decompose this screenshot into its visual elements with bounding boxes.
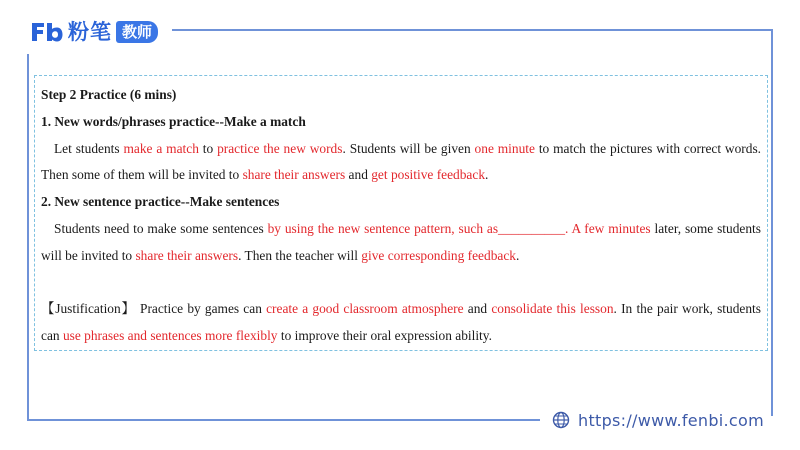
brand-name: 粉笔 [68, 20, 112, 44]
website-url[interactable]: https://www.fenbi.com [578, 410, 765, 430]
highlighted-phrase: make a match [123, 140, 199, 156]
highlighted-phrase: create a good classroom atmosphere [266, 301, 464, 317]
text-run: Let students [54, 140, 124, 156]
paragraph-2 [41, 216, 761, 270]
paragraph-1 [41, 136, 761, 190]
highlighted-phrase: one minute [474, 140, 535, 156]
text-run: . Students will be given [342, 140, 475, 156]
frame-right-line [771, 29, 773, 416]
fb-logo-icon [30, 21, 64, 43]
justification-paragraph [41, 296, 761, 350]
text-run: . [515, 247, 520, 263]
text-run: to match the pictures with correct words. Then some of them will be invited to [41, 140, 762, 183]
text-run: . [485, 167, 489, 183]
fenbi-logo [30, 18, 158, 46]
text-run: . Then the teacher will [238, 247, 362, 263]
highlighted-phrase: use phrases and sentences more flexibly [62, 328, 278, 344]
text-run: Students need to make some sentences [54, 220, 268, 236]
text-run: later, some students will be invited to [41, 220, 761, 263]
highlighted-phrase: by using the new sentence pattern, such as__________. A few minutes [267, 220, 651, 236]
text-run: and [463, 301, 492, 317]
globe-icon [552, 411, 570, 429]
frame-top-line [172, 29, 773, 31]
highlighted-phrase: share their answers [242, 167, 346, 183]
text-run: . In the pair work, students can [41, 301, 761, 344]
spacer [41, 270, 761, 297]
highlighted-phrase: consolidate this lesson [491, 301, 614, 317]
frame-bottom-line [27, 419, 540, 421]
highlighted-phrase: practice the new words [217, 140, 343, 156]
practice-content-box [34, 75, 768, 351]
fenbi-logo-mark [30, 20, 64, 44]
section2-title: 2. New sentence practice--Make sentences [41, 194, 280, 210]
teacher-badge: 教师 [116, 21, 158, 43]
highlighted-phrase: give corresponding feedback [361, 247, 516, 263]
text-run: to improve their oral expression ability. [277, 328, 492, 344]
highlighted-phrase: share their answers [135, 247, 239, 263]
text-run: and [345, 167, 372, 183]
highlighted-phrase: get positive feedback [371, 167, 486, 183]
text-run: to [198, 140, 218, 156]
step-title: Step 2 Practice (6 mins) [41, 87, 177, 102]
section1-title: 1. New words/phrases practice--Make a match [41, 113, 306, 129]
footer-url[interactable] [552, 407, 764, 433]
text-run: 【Justification】 Practice by games can [41, 301, 267, 317]
frame-left-line [27, 54, 29, 421]
